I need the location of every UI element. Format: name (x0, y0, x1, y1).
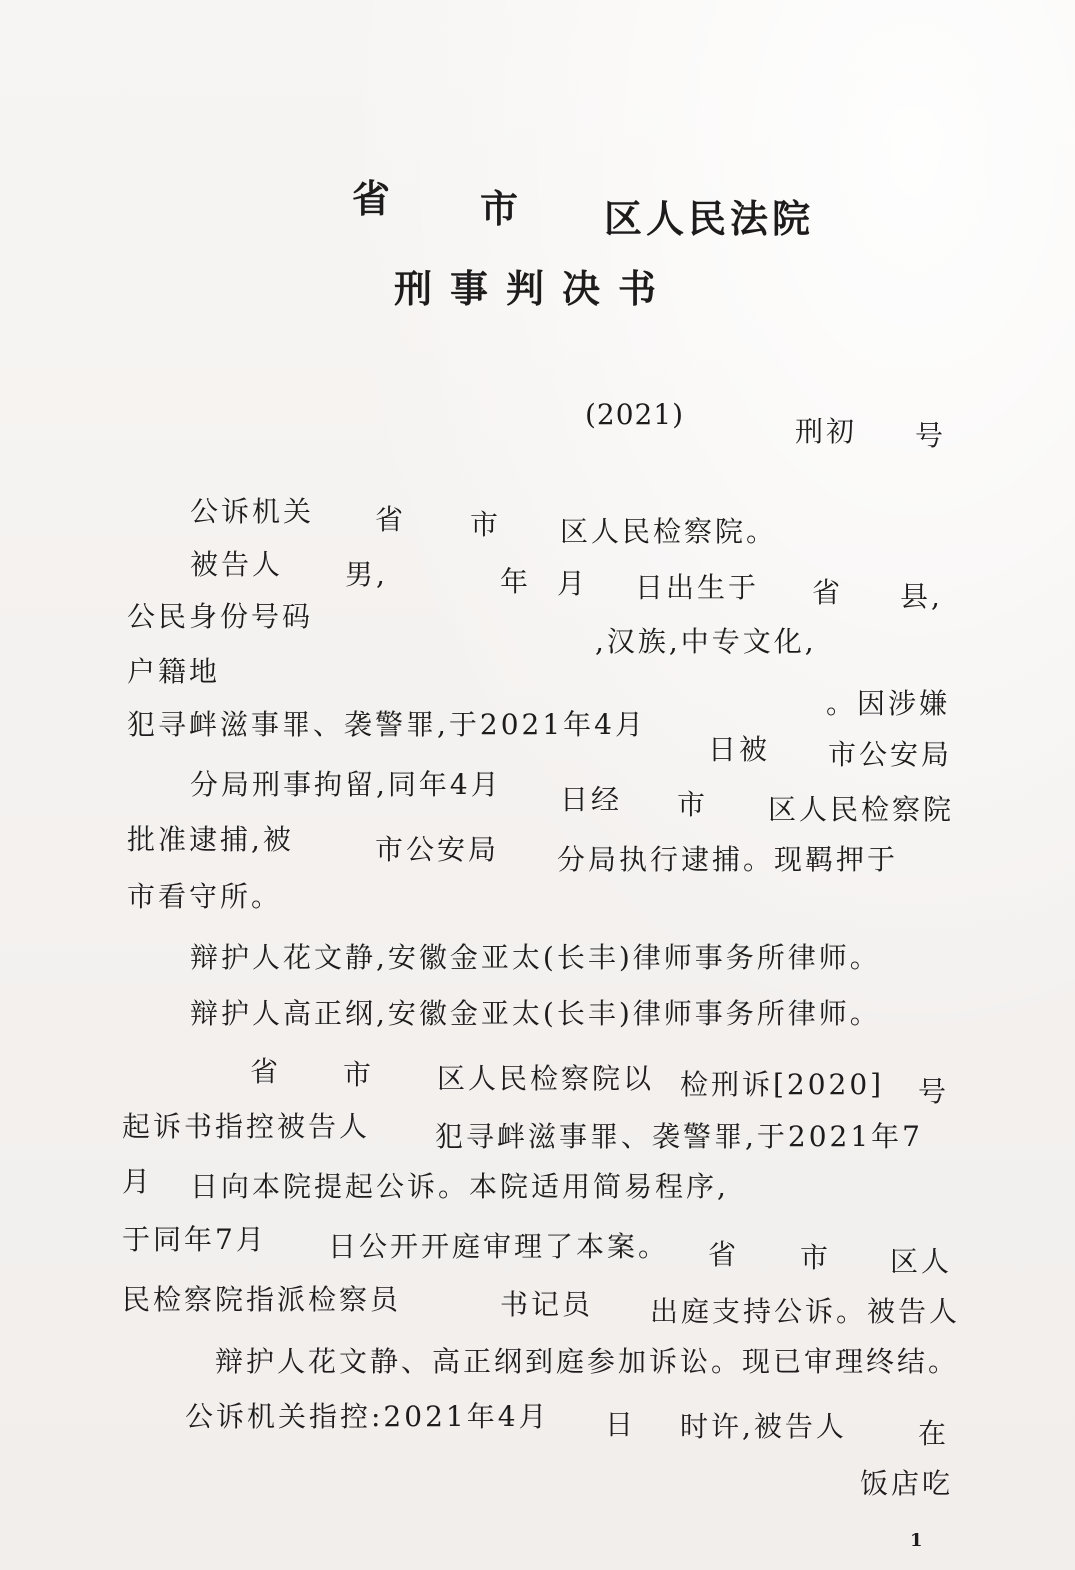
arrest-police: 市公安局 (375, 833, 500, 866)
defendant-gender: 男, (345, 558, 388, 591)
accusation-b: 日 (605, 1408, 637, 1441)
defender-1: 辩护人花文静,安徽金亚太(长丰)律师事务所律师。 (190, 941, 881, 974)
case-type: 刑初 (795, 415, 858, 448)
approval-city: 市 (677, 788, 709, 821)
arrest-executed: 分局执行逮捕。现羁押于 (557, 843, 899, 876)
trial-city: 市 (800, 1241, 832, 1274)
approval-via: 日经 (560, 783, 623, 816)
household-label: 户籍地 (127, 655, 221, 688)
defenders-attended: 辩护人花文静、高正纲到庭参加诉讼。现已审理终结。 (215, 1345, 960, 1378)
indict-line3-a: 月 (122, 1165, 154, 1198)
trial-province: 省 (708, 1238, 740, 1271)
trial-line-b: 日公开开庭审理了本案。 (328, 1230, 670, 1263)
birth-year: 年 (500, 565, 532, 598)
suspicion-start: 。因涉嫌 (826, 687, 951, 720)
detention-by: 日被 (708, 733, 771, 766)
birth-month: 月 (557, 567, 589, 600)
court-province: 省 (352, 176, 395, 221)
indict-procuratorate: 区人民检察院以 (437, 1062, 655, 1095)
accusation-c: 时许,被告人 (680, 1410, 847, 1443)
defender-2: 辩护人高正纲,安徽金亚太(长丰)律师事务所律师。 (190, 997, 881, 1030)
indict-doc: 检刑诉[2020] (680, 1068, 885, 1101)
approval-procuratorate: 区人民检察院 (768, 793, 955, 826)
detention-line: 分局刑事拘留,同年4月 (190, 768, 502, 801)
police-bureau: 市公安局 (828, 738, 953, 771)
page-number: 1 (910, 1530, 926, 1551)
indict-number-suffix: 号 (918, 1075, 950, 1108)
case-number-suffix: 号 (915, 419, 947, 452)
indict-province: 省 (250, 1055, 282, 1088)
indict-line3-b: 日向本院提起公诉。本院适用简易程序, (190, 1170, 729, 1203)
birth-day: 日出生于 (635, 571, 760, 604)
detention-center: 市看守所。 (127, 880, 283, 913)
court-name: 区人民法院 (604, 196, 815, 241)
accusation-a: 公诉机关指控:2021年4月 (185, 1400, 550, 1433)
accusation-d: 在 (918, 1417, 950, 1450)
prosecutor-assigned: 民检察院指派检察员 (122, 1283, 402, 1316)
id-number-label: 公民身份号码 (127, 600, 314, 633)
defendant-label: 被告人 (190, 548, 284, 581)
document-title: 刑事判决书 (394, 266, 675, 311)
prosecutor-city: 市 (470, 508, 502, 541)
crime-detention-line: 犯寻衅滋事罪、袭警罪,于2021年4月 (127, 708, 646, 741)
trial-district: 区人 (890, 1245, 953, 1278)
indict-line2-b: 犯寻衅滋事罪、袭警罪,于2021年7 (435, 1120, 923, 1153)
clerk: 书记员 (500, 1288, 594, 1321)
arrest-approved: 批准逮捕,被 (127, 823, 294, 856)
trial-line-a: 于同年7月 (122, 1223, 267, 1256)
indict-city: 市 (343, 1058, 375, 1091)
birth-county: 县, (900, 580, 943, 613)
prosecutor-name: 区人民检察院。 (560, 515, 778, 548)
court-city: 市 (480, 186, 523, 231)
ethnicity-education: ,汉族,中专文化, (595, 625, 817, 658)
prosecutor-label: 公诉机关 (190, 495, 315, 528)
restaurant: 饭店吃 (860, 1467, 954, 1500)
indict-line2-a: 起诉书指控被告人 (122, 1110, 371, 1143)
court-support: 出庭支持公诉。被告人 (650, 1295, 961, 1328)
birth-province: 省 (812, 576, 844, 609)
prosecutor-province: 省 (375, 503, 407, 536)
case-year: (2021) (585, 398, 685, 431)
